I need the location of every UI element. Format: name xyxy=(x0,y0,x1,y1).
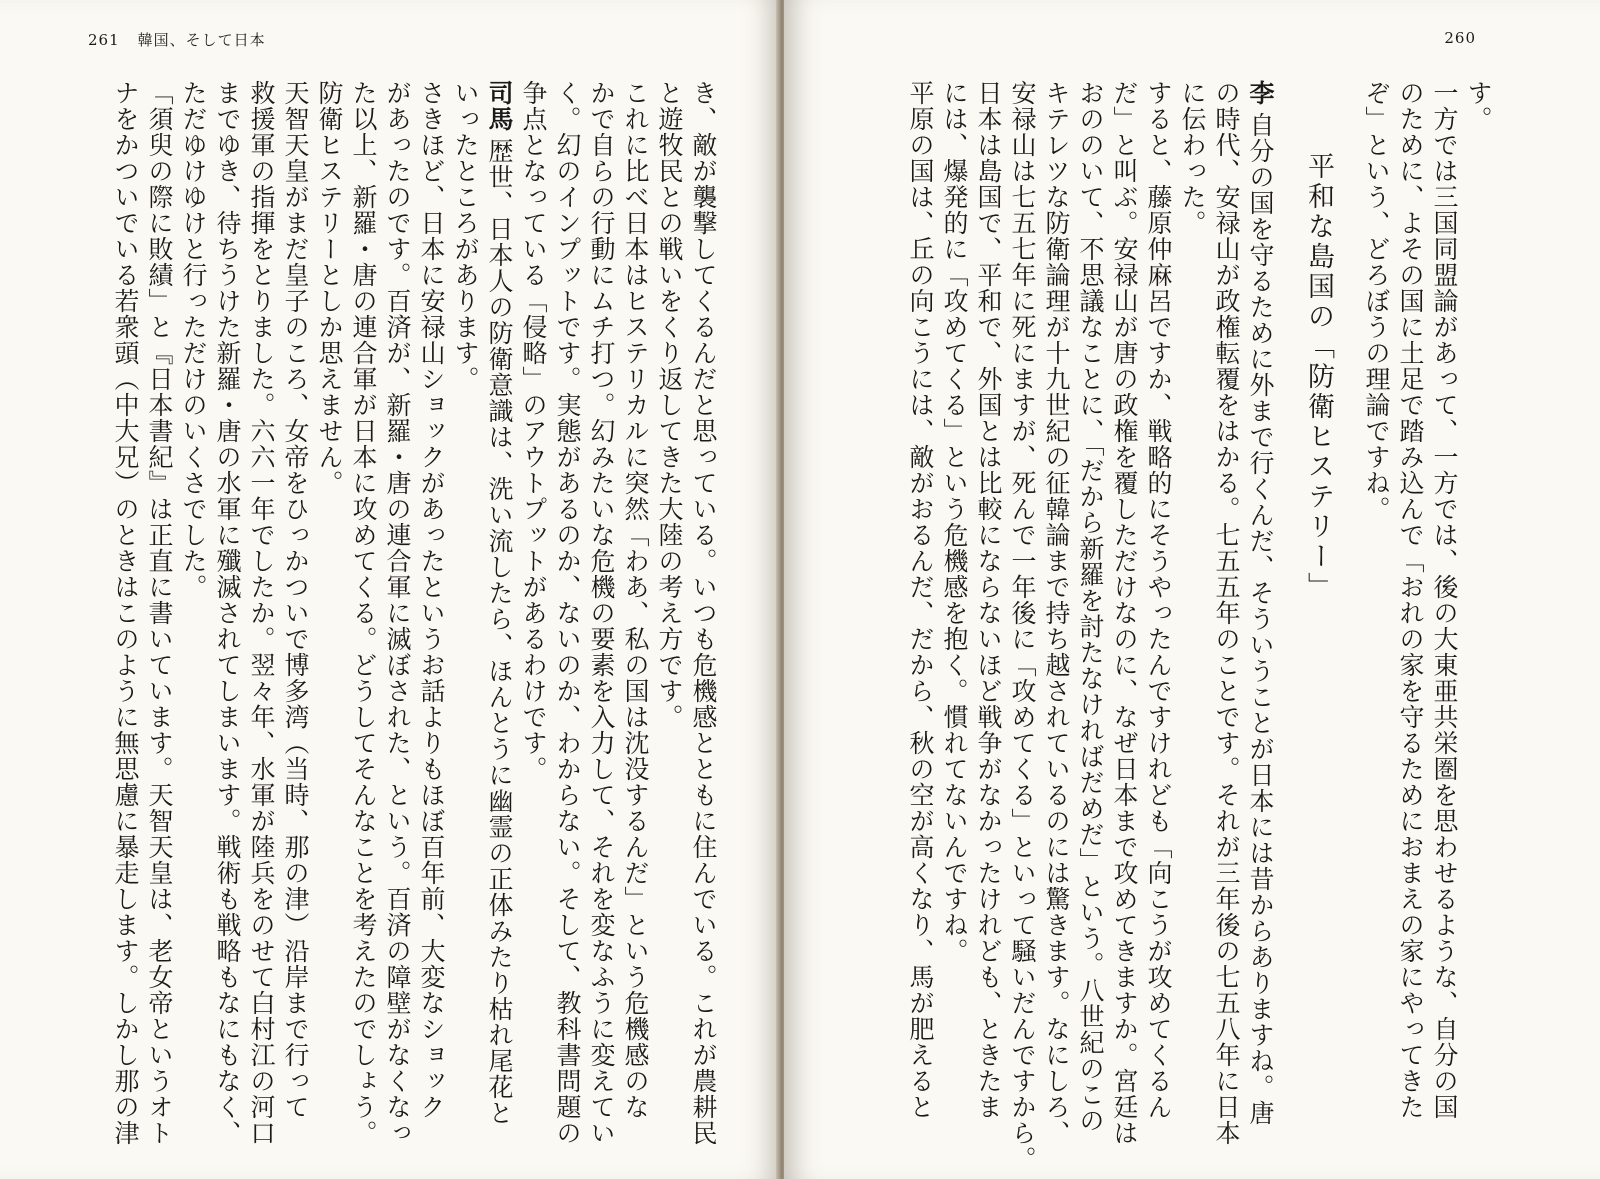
text-line xyxy=(244,80,278,1146)
text-line xyxy=(1427,80,1461,1146)
text-line xyxy=(1243,80,1277,1146)
text-line xyxy=(1175,80,1209,1146)
line-text: 防衛ヒステリーとしか思えません。 xyxy=(315,80,344,496)
line-text: く。幻のインプットです。実態があるのか、ないのか、わからない。そして、教科書問題の xyxy=(553,80,582,1146)
line-text: 自分の国を守るために外まで行くんだ、そういうことが日本には昔からありますね。唐 xyxy=(1246,112,1275,1126)
line-text: キテレツな防衛論理が十九世紀の征韓論まで持ち越されているのには驚きます。なにしろ、 xyxy=(1042,80,1071,1146)
line-text: 平原の国は、丘の向こうには、敵がおるんだ、だから、秋の空が高くなり、馬が肥えると xyxy=(906,80,935,1120)
text-line xyxy=(971,80,1005,1146)
right-body-text xyxy=(903,80,1495,1172)
line-text: かで自らの行動にムチ打つ。幻みたいな危機の要素を入力して、それを変なふうに変えてい xyxy=(587,80,616,1146)
text-line xyxy=(652,80,686,1146)
line-text: き、敵が襲撃してくるんだと思っている。いつも危機感とともに住んでいる。これが農耕民 xyxy=(689,80,718,1146)
text-line xyxy=(1393,80,1427,1146)
line-text: だ」と叫ぶ。安禄山が唐の政権を覆しただけなのに、なぜ日本まで攻めてきますか。宮廷は xyxy=(1110,80,1139,1146)
text-line xyxy=(1039,80,1073,1146)
text-line xyxy=(516,80,550,1146)
line-text: と遊牧民との戦いをくり返してきた大陸の考え方です。 xyxy=(655,80,684,730)
right-running-head xyxy=(1444,29,1476,47)
line-text: すると、藤原仲麻呂ですか、戦略的にそうやったんですけれども「向こうが攻めてくるん xyxy=(1144,80,1173,1120)
line-text: までゆき、待ちうけた新羅・唐の水軍に殲滅されてしまいます。戦術も戦略もなにもなく、 xyxy=(213,80,242,1146)
line-text: 日本は島国で、平和で、外国とは比較にならないほど戦争がなかったけれども、ときたま xyxy=(974,80,1003,1120)
line-text: ぞ」という、どろぼうの理論ですね。 xyxy=(1362,80,1391,522)
line-text: さきほど、日本に安禄山ショックがあったというお話よりもほぼ百年前、大変なショック xyxy=(417,80,446,1120)
line-text: の時代、安禄山が政権転覆をはかる。七五五年のことです。それが三年後の七五八年に日本 xyxy=(1212,80,1241,1146)
text-line xyxy=(108,80,142,1146)
text-line xyxy=(1209,80,1243,1146)
text-line xyxy=(482,80,516,1146)
text-line xyxy=(1005,80,1039,1172)
line-text: た以上、新羅・唐の連合軍が日本に攻めてくる。どうしてそんなことを考えたのでしょう。 xyxy=(349,80,378,1146)
line-text: 歴世、日本人の防衛意識は、洗い流したら、ほんとうに幽霊の正体みたり枯れ尾花と xyxy=(485,138,514,1126)
running-title: 韓国、そして日本 xyxy=(137,31,266,49)
text-line xyxy=(414,80,448,1146)
speaker-name: 李 xyxy=(1246,80,1275,106)
line-text: 安禄山は七五七年に死にますが、死んで一年後に「攻めてくる」といって騒いだんですから。 xyxy=(1008,80,1037,1172)
text-line xyxy=(278,80,312,1146)
line-text: 救援軍の指揮をとりました。六六一年でしたか。翌々年、水軍が陸兵をのせて白村江の河口 xyxy=(247,80,276,1146)
left-page-number: 261 xyxy=(88,31,120,49)
text-line xyxy=(1073,80,1107,1146)
line-text: 「須臾の際に敗績」と『日本書紀』は正直に書いています。天智天皇は、老女帝というオト xyxy=(145,80,174,1146)
line-text: おののいて、不思議なことに、「だから新羅を討たなければだめだ」という。八世紀のこの xyxy=(1076,80,1105,1134)
line-text: には、爆発的に「攻めてくる」という危機感を抱く。慣れてないんですね。 xyxy=(940,80,969,964)
left-body-text xyxy=(108,80,720,1146)
speaker-name: 司馬 xyxy=(485,80,514,132)
line-text: ナをかついでいる若衆頭（中大兄）のときはこのように無思慮に暴走します。しかし那の津 xyxy=(111,80,140,1146)
text-line xyxy=(1461,80,1495,1146)
line-text: に伝わった。 xyxy=(1178,80,1207,236)
text-line xyxy=(312,80,346,1146)
text-line xyxy=(903,80,937,1146)
text-line xyxy=(346,80,380,1146)
text-line xyxy=(142,80,176,1146)
left-page xyxy=(0,0,780,1179)
right-page-number: 260 xyxy=(1444,29,1476,47)
text-line xyxy=(176,80,210,1146)
text-line xyxy=(686,80,720,1146)
line-text: いったところがあります。 xyxy=(451,80,480,392)
text-line xyxy=(1141,80,1175,1146)
line-text: があったのです。百済が、新羅・唐の連合軍に滅ぼされた、という。百済の障壁がなくなっ xyxy=(383,80,412,1146)
text-line xyxy=(618,80,652,1146)
text-line xyxy=(1359,80,1393,1146)
text-line xyxy=(448,80,482,1146)
text-line xyxy=(584,80,618,1146)
line-text: 天智天皇がまだ皇子のころ、女帝をひっかついで博多湾（当時、那の津）沿岸まで行って xyxy=(281,80,310,1120)
text-line xyxy=(1107,80,1141,1146)
left-running-head xyxy=(88,29,266,50)
line-text: 争点となっている「侵略」のアウトプットがあるわけです。 xyxy=(519,80,548,782)
text-line xyxy=(210,80,244,1146)
text-line xyxy=(550,80,584,1146)
line-text: 一方では三国同盟論があって、一方では、後の大東亜共栄圏を思わせるような、自分の国 xyxy=(1430,80,1459,1120)
line-text: す。 xyxy=(1464,80,1493,132)
line-text: ただゆけゆけと行っただけのいくさでした。 xyxy=(179,80,208,600)
right-page xyxy=(784,0,1600,1179)
line-text: のために、よその国に土足で踏み込んで「おれの家を守るためにおまえの家にやってきた xyxy=(1396,80,1425,1120)
text-line xyxy=(380,80,414,1146)
section-heading xyxy=(1277,80,1359,1146)
text-line xyxy=(937,80,971,1146)
line-text: これに比べ日本はヒステリカルに突然「わあ、私の国は沈没するんだ」という危機感のな xyxy=(621,80,650,1120)
line-text: 平和な島国の「防衛ヒステリー」 xyxy=(1303,152,1334,602)
